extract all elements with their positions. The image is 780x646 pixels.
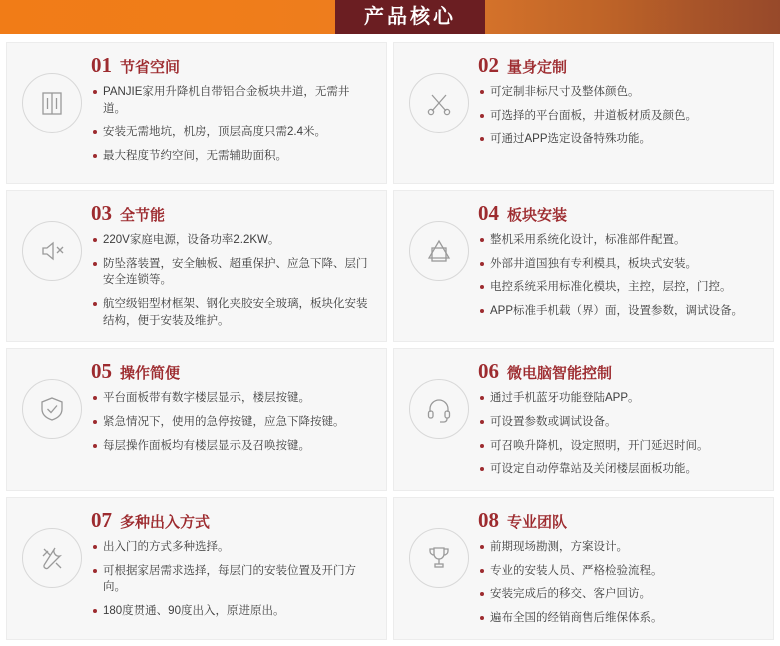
list-item: 遍布全国的经销商售后维保体系。	[478, 610, 759, 627]
card-number: 01	[91, 53, 112, 77]
card-body-02	[478, 55, 763, 148]
header-stripe-left	[0, 0, 330, 34]
card-bullets-08	[478, 539, 759, 627]
card-head-06	[478, 361, 759, 382]
card-number: 07	[91, 508, 112, 533]
list-item: 可设定自动停靠站及关闭楼层面板功能。	[478, 461, 759, 478]
card-bullets-04	[478, 232, 759, 320]
card-title: 全节能	[120, 207, 166, 224]
icon-wrap-06	[400, 361, 478, 439]
card-body-03	[91, 203, 376, 329]
page-title: 产品核心	[364, 6, 456, 28]
card-number: 02	[478, 53, 499, 77]
list-item: 紧急情况下，使用的急停按键，应急下降按键。	[91, 414, 372, 431]
tools-icon	[22, 528, 82, 588]
list-item: 平台面板带有数字楼层显示，楼层按键。	[91, 390, 372, 407]
list-item: 220V家庭电源，设备功率2.2KW。	[91, 232, 372, 249]
card-body-07	[91, 510, 376, 620]
list-item: 航空级铝型材框架、钢化夹胶安全玻璃，板块化安装结构，便于安装及维护。	[91, 296, 372, 329]
card-bullets-03	[91, 232, 372, 329]
card-bullets-01	[91, 84, 372, 165]
card-number: 06	[478, 359, 499, 384]
icon-wrap-07	[13, 510, 91, 588]
list-item: 外部井道国独有专利模具，板块式安装。	[478, 256, 759, 273]
card-title: 专业团队	[507, 514, 568, 532]
card-body-05	[91, 361, 376, 454]
list-item: 安装完成后的移交、客户回访。	[478, 586, 759, 603]
icon-wrap-02	[400, 55, 478, 133]
list-item: 通过手机蓝牙功能登陆APP。	[478, 390, 759, 407]
header-band	[0, 0, 780, 34]
list-item: 180度贯通、90度出入，原进原出。	[91, 603, 372, 620]
card-body-04	[478, 203, 763, 320]
card-head-04	[478, 203, 759, 224]
feature-card-01	[6, 42, 387, 184]
shield-check-icon	[22, 379, 82, 439]
card-bullets-07	[91, 539, 372, 620]
icon-wrap-05	[13, 361, 91, 439]
list-item: 每层操作面板均有楼层显示及召唤按键。	[91, 438, 372, 455]
card-bullets-02	[478, 84, 759, 148]
list-item: 最大程度节约空间，无需辅助面积。	[91, 148, 372, 165]
list-item: 专业的安装人员、严格检验流程。	[478, 563, 759, 580]
card-title: 操作简便	[120, 365, 181, 383]
icon-wrap-03	[13, 203, 91, 281]
list-item: 可设置参数或调试设备。	[478, 414, 759, 431]
list-item: 可通过APP选定设备特殊功能。	[478, 131, 759, 148]
list-item: 前期现场勘测，方案设计。	[478, 539, 759, 556]
header-title-plate	[335, 0, 485, 34]
scissors-icon	[409, 73, 469, 133]
feature-card-02	[393, 42, 774, 184]
feature-card-03	[6, 190, 387, 342]
card-bullets-06	[478, 390, 759, 478]
list-item: 可定制非标尺寸及整体颜色。	[478, 84, 759, 101]
elevator-icon	[22, 73, 82, 133]
card-head-07	[91, 510, 372, 531]
headset-icon	[409, 379, 469, 439]
card-head-05	[91, 361, 372, 382]
list-item: 出入门的方式多种选择。	[91, 539, 372, 556]
card-number: 08	[478, 508, 499, 533]
card-title: 微电脑智能控制	[507, 365, 613, 383]
panel-assembly-icon	[409, 221, 469, 281]
card-bullets-05	[91, 390, 372, 454]
feature-card-07	[6, 497, 387, 640]
header-stripe-right	[485, 0, 780, 34]
card-number: 05	[91, 359, 112, 384]
card-body-08	[478, 510, 763, 627]
card-title: 量身定制	[507, 59, 568, 76]
trophy-icon	[409, 528, 469, 588]
card-number: 04	[478, 201, 499, 225]
list-item: 可根据家居需求选择，每层门的安装位置及开门方向。	[91, 563, 372, 596]
card-head-02	[478, 55, 759, 76]
list-item: 电控系统采用标准化模块，主控，层控，门控。	[478, 279, 759, 296]
list-item: PANJIE家用升降机自带铝合金板块井道，无需井道。	[91, 84, 372, 117]
list-item: APP标准手机载（界）面，设置参数，调试设备。	[478, 303, 759, 320]
card-head-08	[478, 510, 759, 531]
card-title: 板块安装	[507, 207, 568, 224]
card-title: 节省空间	[120, 59, 181, 76]
mute-speaker-icon	[22, 221, 82, 281]
feature-card-grid	[0, 34, 780, 646]
card-body-01	[91, 55, 376, 165]
card-head-01	[91, 55, 372, 76]
card-head-03	[91, 203, 372, 224]
feature-card-05	[6, 348, 387, 491]
card-title: 多种出入方式	[120, 514, 211, 532]
list-item: 可选择的平台面板，井道板材质及颜色。	[478, 108, 759, 125]
icon-wrap-08	[400, 510, 478, 588]
list-item: 安装无需地坑，机房，顶层高度只需2.4米。	[91, 124, 372, 141]
icon-wrap-04	[400, 203, 478, 281]
card-body-06	[478, 361, 763, 478]
card-number: 03	[91, 201, 112, 225]
feature-card-06	[393, 348, 774, 491]
list-item: 可召唤升降机，设定照明，开门延迟时间。	[478, 438, 759, 455]
feature-card-08	[393, 497, 774, 640]
list-item: 整机采用系统化设计，标准部件配置。	[478, 232, 759, 249]
feature-card-04	[393, 190, 774, 342]
icon-wrap-01	[13, 55, 91, 133]
list-item: 防坠落装置，安全触板、超重保护、应急下降、层门安全连锁等。	[91, 256, 372, 289]
